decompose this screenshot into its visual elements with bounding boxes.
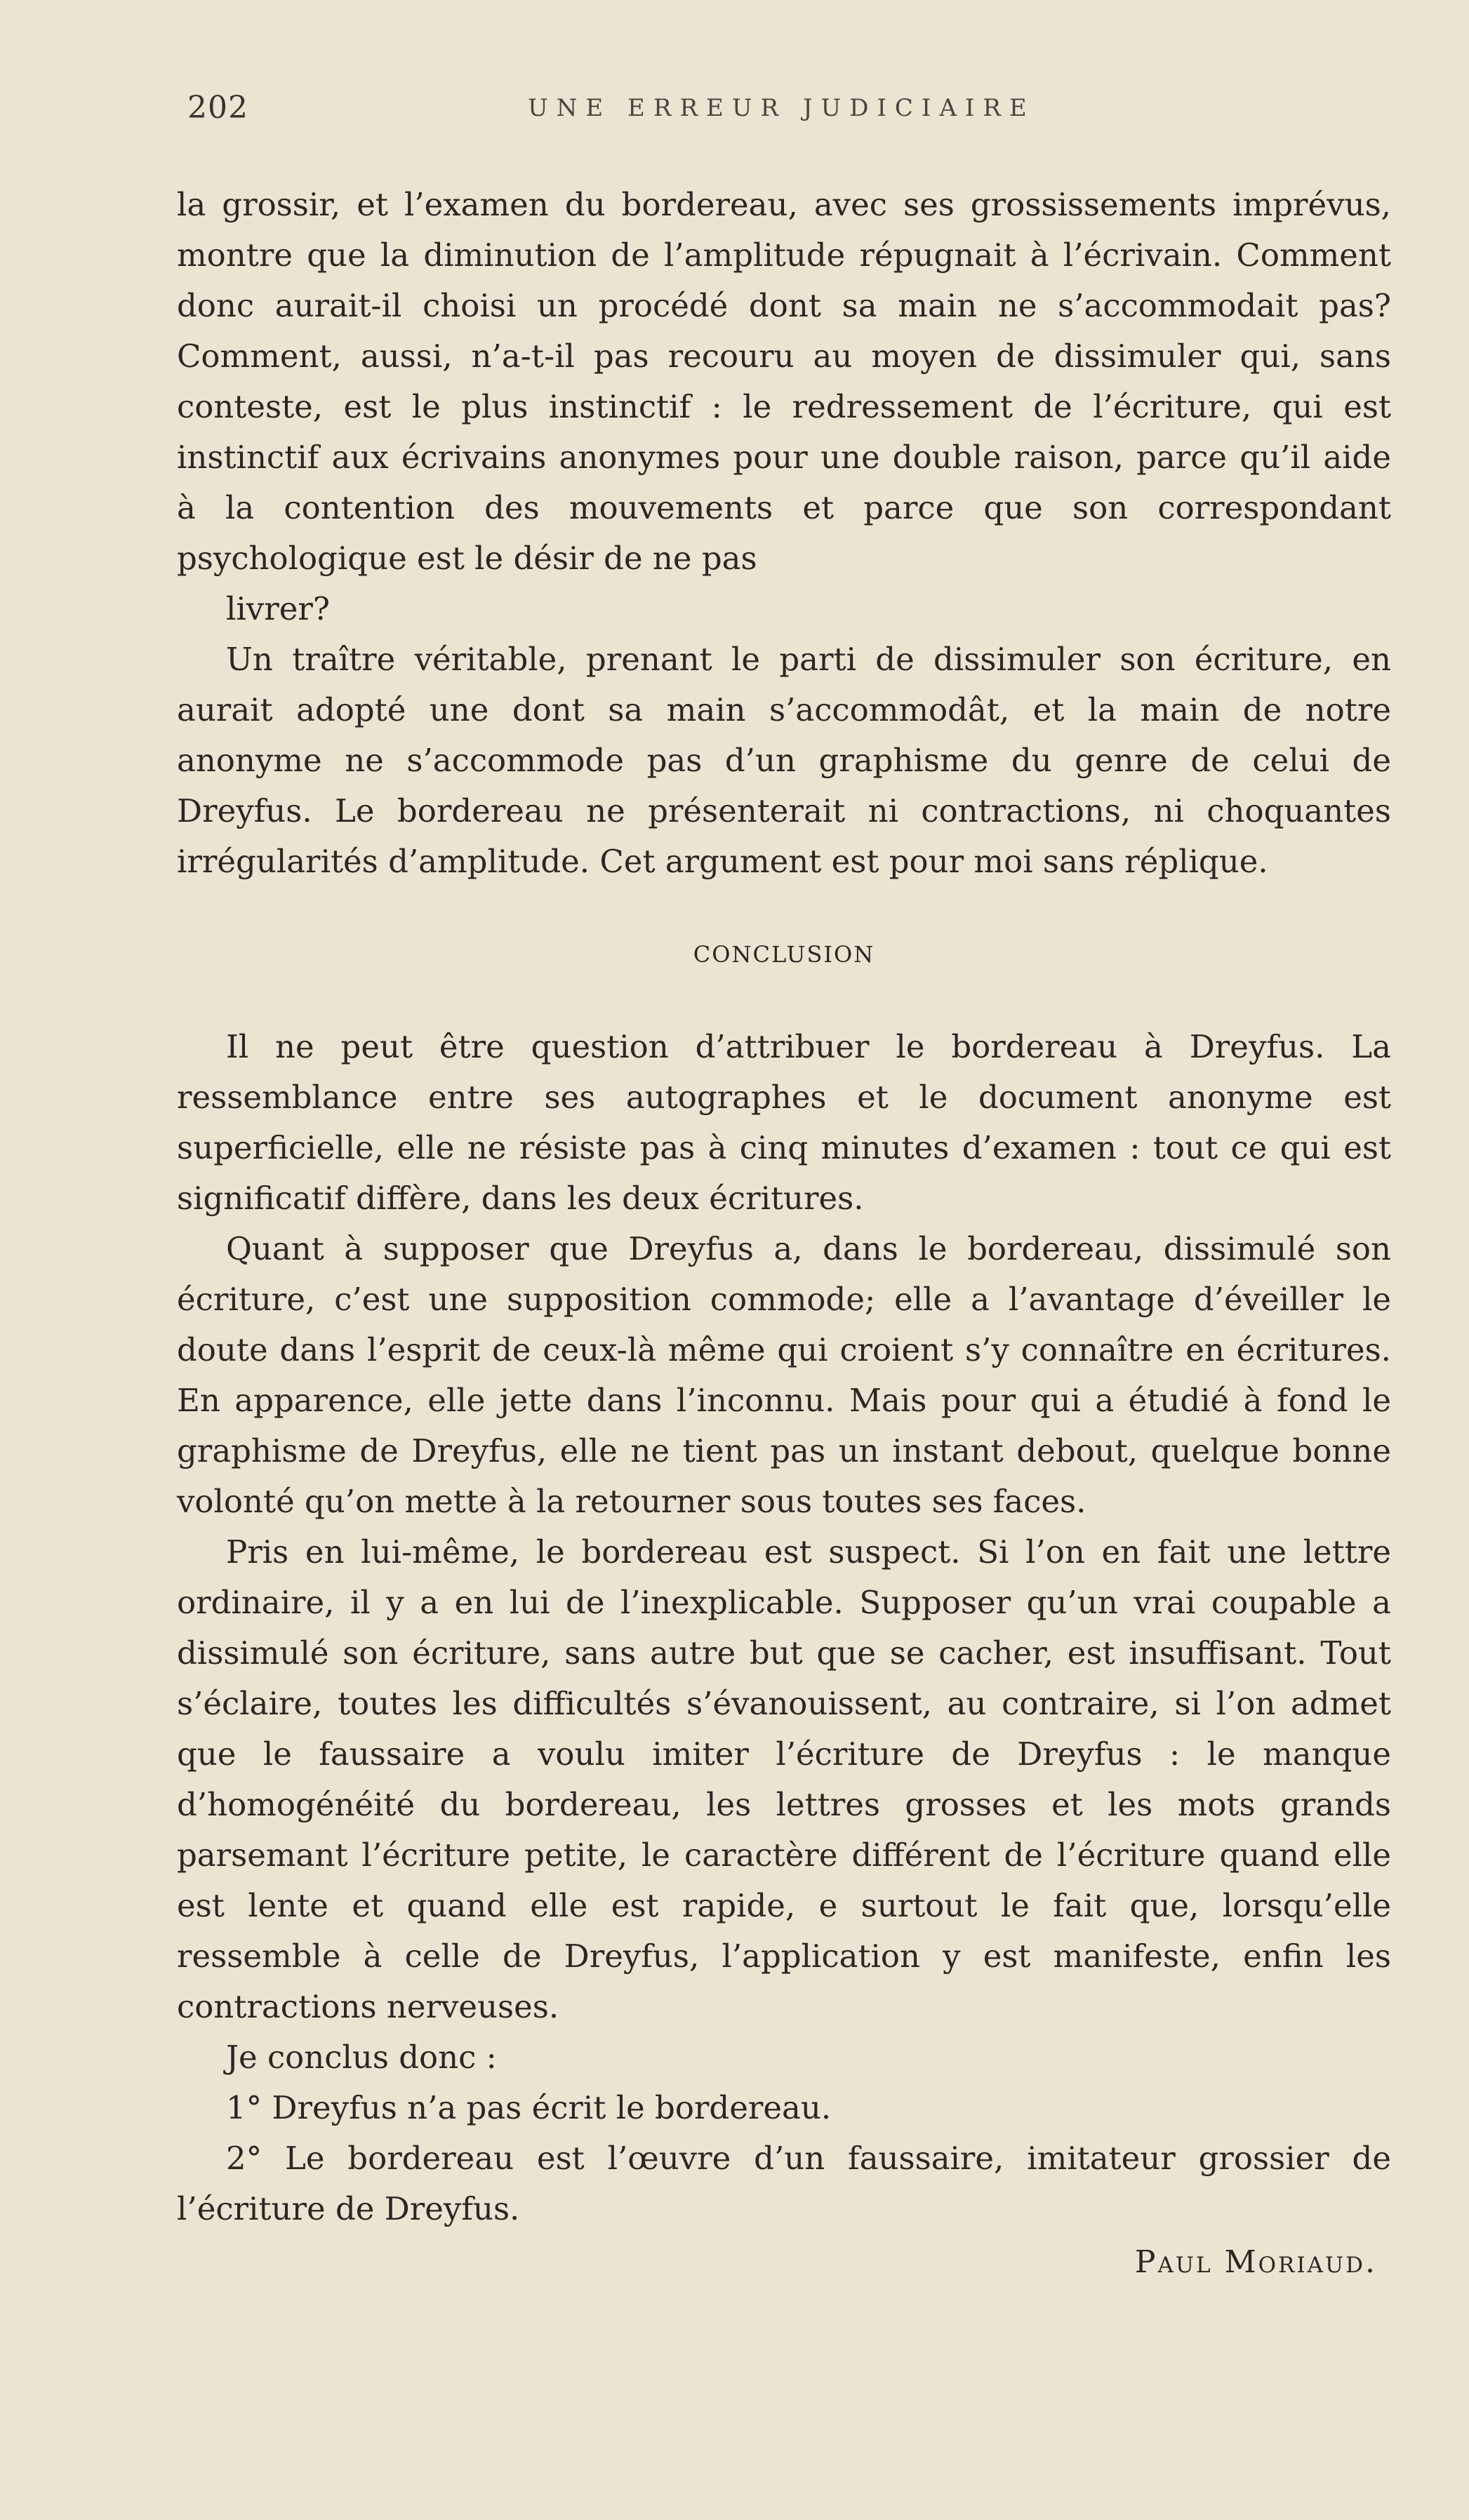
paragraph-2: Un traître véritable, prenant le parti de dissimuler son écriture, en aurait adopté une dont sa main s’accommodât, et la main de notre anonyme ne s’accommode pas d’un graphisme du genre de celui de Dreyfus. Le bordereau ne présenterait ni contractions, ni choquantes irrégularités d’amplitude. Cet argument est pour moi sans réplique. [177,641,1391,880]
paragraph-1: la grossir, et l’examen du bordereau, avec ses grossissements imprévus, montre que la diminution de l’amplitude répugnait à l’écrivain. Comment donc aurait-il choisi un procédé dont sa main ne s’accommodait pas? Comment, aussi, n’a-t-il pas recouru au moyen de dissimuler qui, sans conteste, est le plus instinctif : le redressement de l’écriture, qui est instinctif aux écrivains anonymes pour une double raison, parce qu’il aide à la contention des mouvements et parce que son correspondant psychologique est le désir de ne pas [177,186,1391,577]
section-title: CONCLUSION [693,941,875,968]
paragraph-3: Il ne peut être question d’attribuer le bordereau à Dreyfus. La ressemblance entre ses autographes et le document anonyme est superficielle, elle ne résiste pas à cinq minutes d’examen : tout ce qui est significatif diffère, dans les deux écritures. [177,1028,1391,1217]
paragraph-1-end: livrer? [226,590,330,627]
paragraph-5: Pris en lui-même, le bordereau est suspect. Si l’on en fait une lettre ordinaire, il y a en lui de l’inexplicable. Supposer qu’un vrai coupable a dissimulé son écriture, sans autre but que se cacher, est insuffisant. Tout s’éclaire, toutes les difficultés s’évanouissent, au contraire, si l’on admet que le faussaire a voulu imiter l’écriture de Dreyfus : le manque d’homogénéité du bordereau, les lettres grosses et les mots grands parsemant l’écriture petite, le caractère différent de l’écriture quand elle est lente et quand elle est rapide, e surtout le fait que, lorsqu’elle ressemble à celle de Dreyfus, l’application y est manifeste, enfin les contractions nerveuses. [177,1533,1391,2025]
page-header [177,90,1391,139]
paragraph-4: Quant à supposer que Dreyfus a, dans le bordereau, dissimulé son écriture, c’est une supposition commode; elle a l’avantage d’éveiller le doute dans l’esprit de ceux-là même qui croient s’y connaître en écritures. En apparence, elle jette dans l’inconnu. Mais pour qui a étudié à fond le graphisme de Dreyfus, elle ne tient pas un instant debout, quelque bonne volonté qu’on mette à la retourner sous toutes ses faces. [177,1230,1391,1520]
running-title: UNE ERREUR JUDICIAIRE [528,94,1035,122]
conclusion-item-1: 1° Dreyfus n’a pas écrit le bordereau. [226,2089,832,2126]
conclusion-item-2: 2° Le bordereau est l’œuvre d’un faussaire, imitateur grossier de l’écriture de Dreyfus. [177,2140,1391,2227]
author-signature: Paul Moriaud. [1134,2244,1377,2280]
body-text [177,180,1391,2288]
page-number: 202 [187,90,248,126]
paragraph-6: Je conclus donc : [226,2039,497,2076]
